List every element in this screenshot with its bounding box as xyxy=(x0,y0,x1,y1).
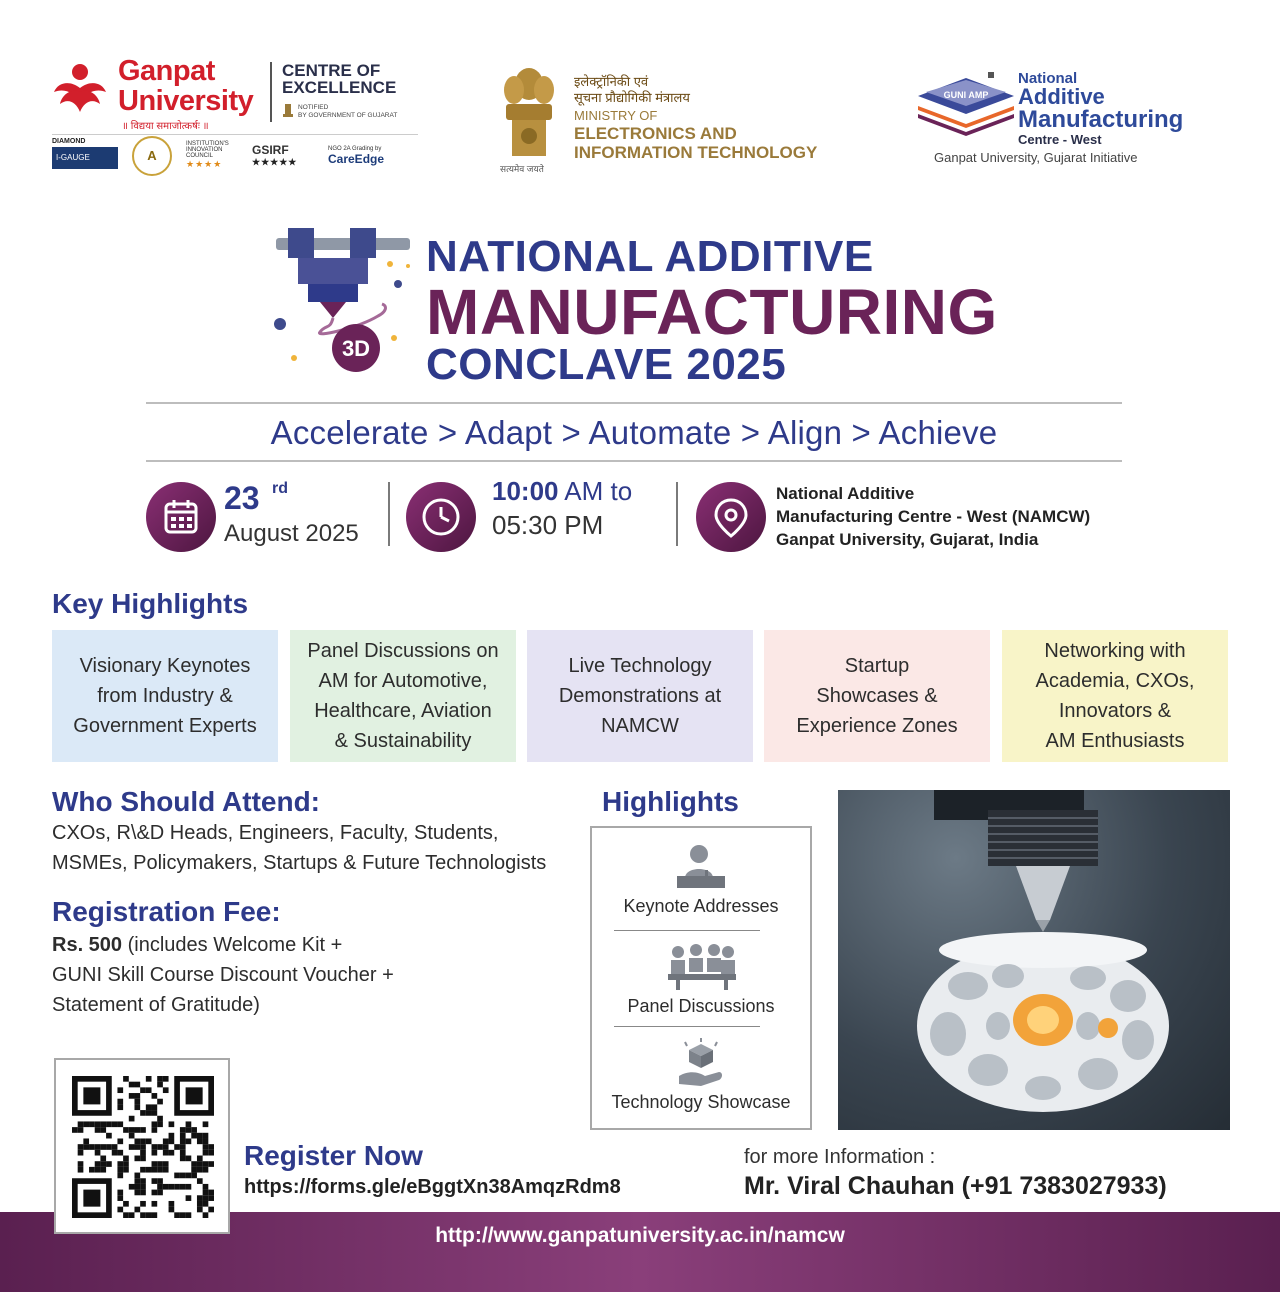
namcw-logo-icon xyxy=(916,70,1016,140)
footer-website-link[interactable]: http://www.ganpatuniversity.ac.in/namcw xyxy=(435,1224,845,1247)
registration-fee-title: Registration Fee: xyxy=(52,896,281,927)
highlights-title: Highlights xyxy=(602,786,739,817)
event-date-day: 23 xyxy=(224,480,260,516)
emblem-caption: सत्यमेव जयते xyxy=(500,164,544,174)
accreditation-badges xyxy=(52,134,418,176)
highlight-card: Visionary Keynotes from Industry & Government Experts xyxy=(52,630,278,762)
clock-badge xyxy=(406,482,476,552)
highlight-keynote-addresses: Keynote Addresses xyxy=(623,896,779,916)
calendar-badge xyxy=(146,482,216,552)
naac-badge: A xyxy=(132,136,172,176)
more-info-label: for more Information : xyxy=(744,1146,936,1168)
highlight-technology-showcase: Technology Showcase xyxy=(611,1092,791,1112)
register-now-title: Register Now xyxy=(244,1140,423,1171)
namcw-national: National xyxy=(1018,70,1078,87)
namcw-manufacturing: Manufacturing xyxy=(1018,106,1184,133)
namcw-subtitle: Ganpat University, Gujarat Initiative xyxy=(934,150,1138,165)
centre-of-excellence-title: CENTRE OF EXCELLENCE xyxy=(282,61,397,97)
igauge-badge: DIAMOND I-GAUGE xyxy=(52,138,118,174)
ganpat-university-logo-icon xyxy=(52,58,108,120)
gsirf-badge: GSIRF ★★★★★ xyxy=(252,143,298,167)
3d-printing-photo xyxy=(838,790,1230,1130)
qr-code-icon xyxy=(72,1076,214,1218)
registration-form-link[interactable]: https://forms.gle/eBggtXn38AmqzRdm8 xyxy=(244,1176,621,1198)
highlight-card: Networking with Academia, CXOs, Innovators & AM Enthusiasts xyxy=(1002,630,1228,762)
tagline-top-rule xyxy=(146,402,1122,404)
highlight-card: Live Technology Demonstrations at NAMCW xyxy=(527,630,753,762)
event-venue: National Additive Manufacturing Centre - West (NAMCW) Ganpat University, Gujarat, India xyxy=(776,484,1091,549)
svg-text:GUNI AMP: GUNI AMP xyxy=(943,90,989,100)
3d-printed-vase-illustration xyxy=(838,790,1230,1130)
ganpat-university-name: Ganpat University xyxy=(118,55,254,117)
highlight-panel-discussions: Panel Discussions xyxy=(627,996,775,1016)
who-should-attend-text: CXOs, R\&D Heads, Engineers, Faculty, Students, MSMEs, Policymakers, Startups & Future Technologists xyxy=(52,822,547,874)
gujarat-emblem-icon xyxy=(282,102,294,118)
who-should-attend-title: Who Should Attend: xyxy=(52,786,320,817)
svg-text:3D: 3D xyxy=(341,336,371,361)
careedge-badge: NGO 2A Grading by CareEdge xyxy=(328,145,385,166)
location-pin-icon xyxy=(696,482,766,552)
calendar-icon xyxy=(146,482,216,552)
highlight-card: Startup Showcases & Experience Zones xyxy=(764,630,990,762)
registration-fee-text: Rs. 500 (includes Welcome Kit + GUNI Skill Course Discount Voucher + Statement of Gratitude) xyxy=(52,934,394,1016)
ministry-of-label: MINISTRY OF xyxy=(574,108,658,123)
info-divider xyxy=(676,482,678,546)
tagline: Accelerate > Adapt > Automate > Align > Achieve xyxy=(270,414,998,451)
clock-icon xyxy=(406,482,476,552)
logo-divider xyxy=(270,62,272,122)
contact-person: Mr. Viral Chauhan (+91 7383027933) xyxy=(744,1172,1167,1200)
highlight-card: Panel Discussions on AM for Automotive, Healthcare, Aviation & Sustainability xyxy=(290,630,516,762)
iic-badge: INSTITUTION'S INNOVATION COUNCIL ★★★★ xyxy=(186,141,229,169)
technology-showcase-icon xyxy=(671,1038,731,1088)
ministry-name-english: ELECTRONICS AND INFORMATION TECHNOLOGY xyxy=(574,124,818,162)
title-line-2: MANUFACTURING xyxy=(426,276,998,348)
location-badge xyxy=(696,482,766,552)
national-emblem-icon xyxy=(498,62,560,168)
title-line-3: CONCLAVE 2025 xyxy=(426,340,787,389)
keynote-speaker-icon xyxy=(671,842,731,892)
tagline-bottom-rule xyxy=(146,460,1122,462)
event-time-end: 05:30 PM xyxy=(492,510,604,540)
title-line-1: NATIONAL ADDITIVE xyxy=(426,232,874,281)
3d-printer-icon xyxy=(268,220,418,380)
highlight-separator xyxy=(614,1026,760,1027)
info-divider xyxy=(388,482,390,546)
namcw-centre: Centre - West xyxy=(1018,132,1102,147)
coe-notification-note: NOTIFIED BY GOVERNMENT OF GUJARAT xyxy=(298,104,398,119)
highlight-separator xyxy=(614,930,760,931)
event-time-start: 10:00 AM to xyxy=(492,476,633,506)
event-date-month: August 2025 xyxy=(224,520,359,547)
university-motto: ॥ विद्यया समाजोत्कर्षः ॥ xyxy=(122,121,209,132)
event-date-suffix: rd xyxy=(272,480,288,497)
panel-discussion-icon xyxy=(666,942,738,992)
key-highlights-title: Key Highlights xyxy=(52,588,249,619)
namcw-additive: Additive xyxy=(1018,84,1105,109)
registration-qr-code[interactable] xyxy=(54,1058,230,1234)
ministry-name-hindi: इलेक्ट्रॉनिकी एवं सूचना प्रौद्योगिकी मंत्रालय xyxy=(574,74,690,105)
